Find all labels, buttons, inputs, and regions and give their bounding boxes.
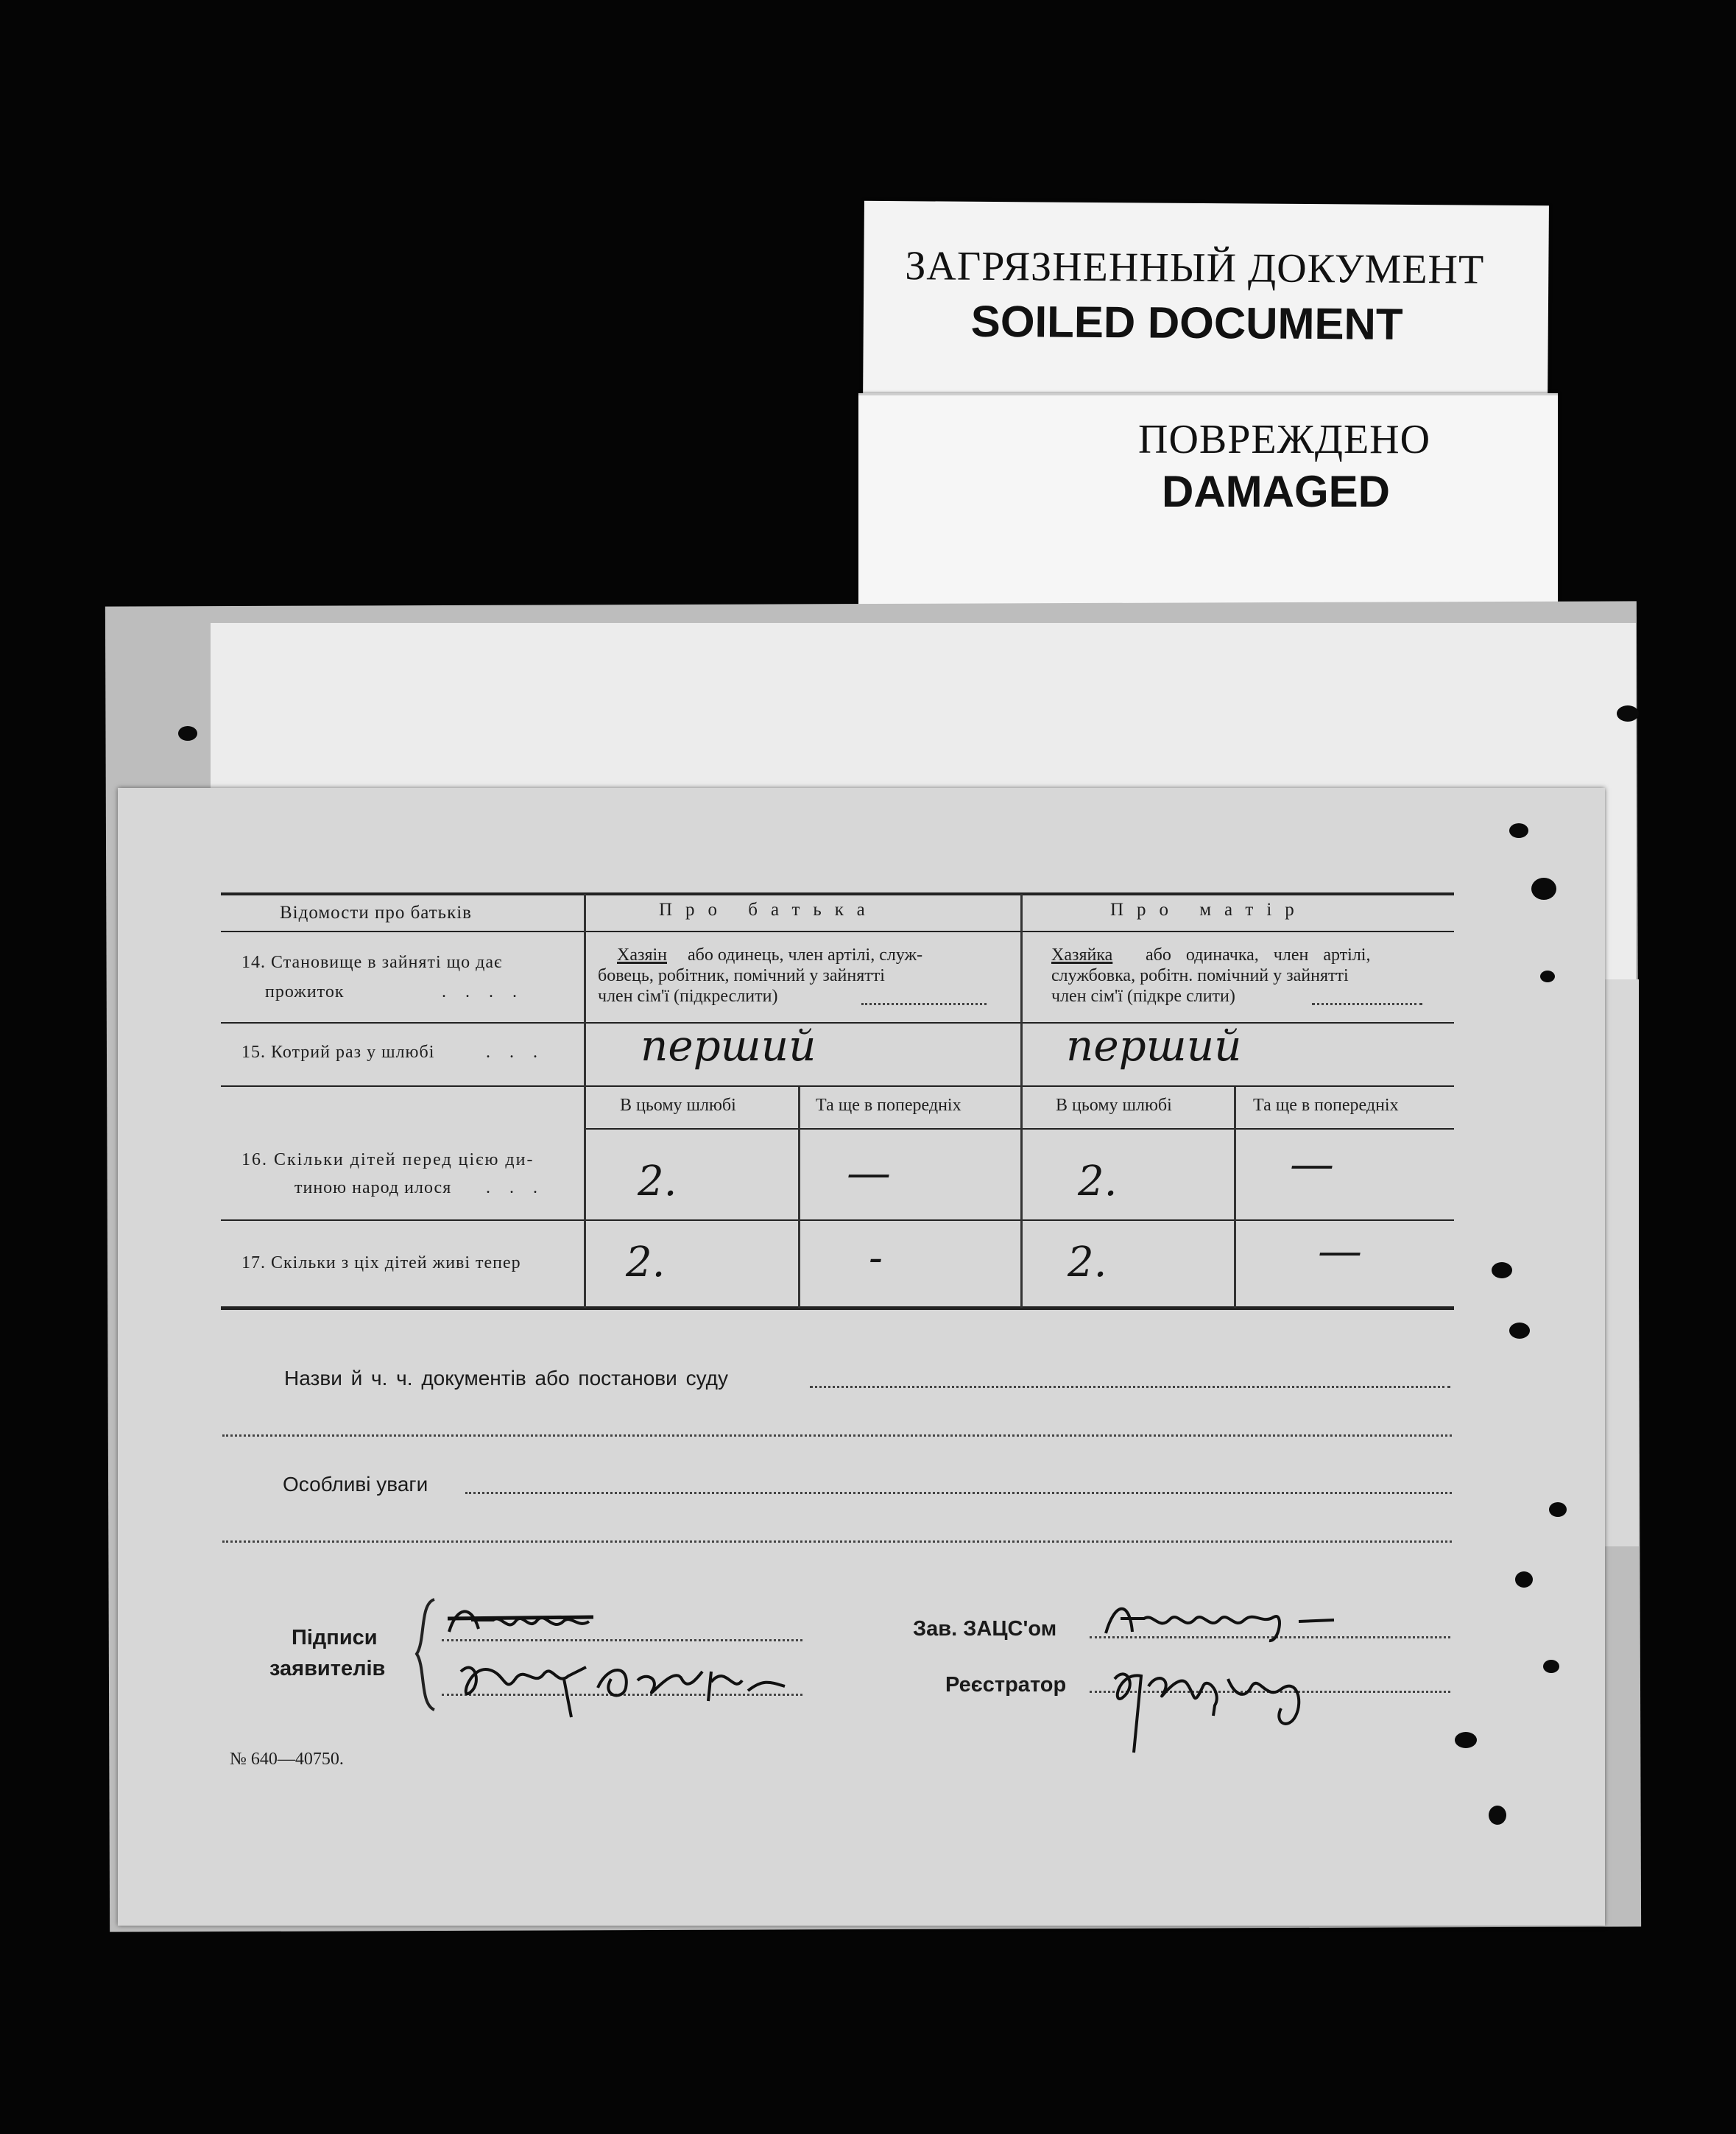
table-rule [221, 1085, 1454, 1087]
binding-hole [1531, 878, 1556, 900]
header-mother: Про матір [1110, 900, 1308, 920]
applicant-signature-2 [454, 1649, 807, 1723]
mother-status-dots [1312, 1003, 1422, 1005]
notes-dotted-line-2 [222, 1540, 1452, 1543]
notes-dotted-line [465, 1492, 1452, 1494]
table-column-divider [584, 894, 586, 1308]
mother-status-line3: член сім'ї (підкре слити) [1051, 987, 1235, 1006]
father-status-line1: або одинець, член артілі, служ- [688, 945, 923, 965]
table-bottom-rule [221, 1306, 1454, 1310]
head-of-registry-label: Зав. ЗАЦС'ом [913, 1617, 1057, 1641]
binding-hole [1515, 1571, 1533, 1588]
row16-label-line1: 16. Скільки дітей перед цією ди- [241, 1150, 534, 1169]
row15-label-dots: . . . [486, 1043, 545, 1062]
row14-label-line2: прожиток [265, 982, 345, 1001]
row16-label-dots: . . . [486, 1178, 545, 1197]
father-status-line2: бовець, робітник, помічний у зайнятті [598, 966, 885, 985]
row14-label-dots: . . . . [442, 982, 524, 1001]
damaged-label-en: DAMAGED [1162, 467, 1390, 516]
mother-status-line2: службовка, робітн. помічний у зайнятті [1051, 966, 1349, 985]
table-rule [221, 931, 1454, 932]
row15-label: 15. Котрий раз у шлюбі [241, 1043, 435, 1062]
binding-hole [1549, 1502, 1567, 1517]
applicants-signatures-label: Підписи [292, 1626, 378, 1649]
row16-father-this: 2. [638, 1158, 677, 1205]
table-column-divider [1020, 894, 1023, 1308]
row17-mother-this: 2. [1068, 1239, 1107, 1286]
damaged-label-ru: ПОВРЕЖДЕНО [1138, 417, 1431, 462]
documents-dotted-line-2 [222, 1434, 1452, 1437]
binding-hole [1617, 705, 1639, 722]
binding-hole [1492, 1262, 1512, 1278]
binding-hole [1509, 823, 1528, 838]
subheader-mother-previous: Та ще в попередніх [1253, 1096, 1399, 1115]
applicant-signature-1-struck [442, 1599, 604, 1644]
table-top-rule [221, 892, 1454, 895]
row14-label-line1: 14. Становище в зайняті що дає [241, 953, 503, 972]
row16-label-line2: тиною народ илося [294, 1178, 452, 1197]
row17-mother-prev: — [1318, 1225, 1362, 1277]
father-status-line3: член сім'ї (підкреслити) [598, 987, 778, 1006]
mother-status-underlined: Хазяйка [1051, 945, 1113, 965]
notes-label: Особливі уваги [283, 1473, 428, 1496]
soiled-label-en: SOILED DOCUMENT [970, 296, 1403, 349]
damaged-document-label [858, 393, 1558, 609]
row16-mother-this: 2. [1078, 1158, 1118, 1205]
binding-hole [1455, 1732, 1477, 1748]
documents-dotted-line [810, 1386, 1450, 1388]
registrar-label: Реєстратор [945, 1673, 1067, 1697]
header-father: Про батька [659, 900, 878, 920]
soiled-label-ru: ЗАГРЯЗНЕННЫЙ ДОКУМЕНТ [905, 243, 1485, 293]
table-rule [221, 1219, 1454, 1221]
binding-hole [178, 726, 197, 741]
row16-mother-prev: — [1290, 1138, 1334, 1190]
head-of-registry-signature [1100, 1595, 1343, 1647]
row17-father-prev: - [869, 1234, 883, 1282]
father-status-dots [861, 1003, 987, 1005]
binding-hole [1540, 971, 1555, 982]
row17-label: 17. Скільки з ціх дітей живі тепер [241, 1253, 521, 1272]
mother-status-line1: або одиначка, член артілі, [1146, 945, 1371, 965]
mother-marriage-count: перший [1066, 1021, 1242, 1071]
applicants-signatures-label-2: заявителів [269, 1657, 386, 1680]
signatures-brace [412, 1596, 442, 1714]
subheader-mother-this-marriage: В цьому шлюбі [1056, 1096, 1172, 1115]
binding-hole [1543, 1660, 1559, 1673]
row17-father-this: 2. [626, 1239, 666, 1286]
subheader-father-this-marriage: В цьому шлюбі [620, 1096, 736, 1115]
table-column-divider [1234, 1087, 1236, 1308]
table-column-divider [798, 1087, 800, 1308]
documents-label: Назви й ч. ч. документів або постанови суду [284, 1367, 728, 1390]
row16-father-prev: — [847, 1147, 891, 1199]
table-rule [221, 1022, 1454, 1024]
father-marriage-count: перший [641, 1021, 816, 1071]
father-status-underlined: Хазяін [617, 945, 668, 965]
header-parents-info: Відомости про батьків [280, 903, 472, 923]
table-rule [585, 1128, 1454, 1130]
registrar-signature [1104, 1657, 1325, 1767]
subheader-father-previous: Та ще в попередніх [816, 1096, 961, 1115]
binding-hole [1489, 1806, 1506, 1825]
binding-hole [1509, 1323, 1530, 1339]
form-number: № 640—40750. [230, 1750, 344, 1769]
